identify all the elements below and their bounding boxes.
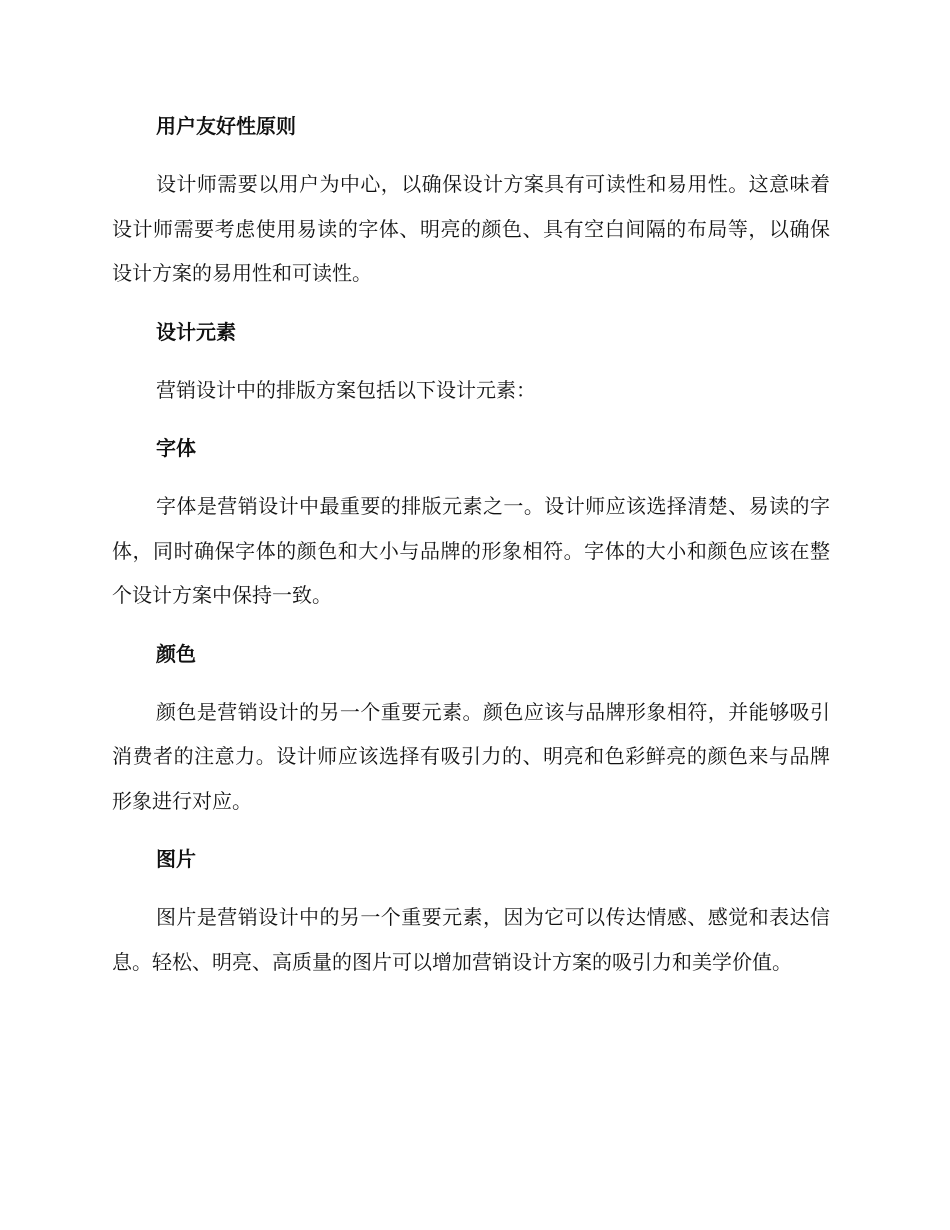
section-heading: 字体 [156, 436, 196, 460]
section-paragraph: 设计师需要以用户为中心，以确保设计方案具有可读性和易用性。这意味着设计师需要考虑使用易读的字体、明亮的颜色、具有空白间隔的布局等，以确保设计方案的易用性和可读性。 [112, 172, 830, 285]
section-heading: 颜色 [156, 641, 196, 666]
section-heading: 用户友好性原则 [156, 114, 296, 138]
section-paragraph: 营销设计中的排版方案包括以下设计元素： [156, 377, 536, 402]
document-page [112, 110, 830, 984]
section-paragraph: 字体是营销设计中最重要的排版元素之一。设计师应该选择清楚、易读的字体，同时确保字体的颜色和大小与品牌的形象相符。字体的大小和颜色应该在整个设计方案中保持一致。 [112, 494, 830, 607]
section-heading: 设计元素 [156, 319, 236, 344]
section-paragraph: 图片是营销设计中的另一个重要元素，因为它可以传达情感、感觉和表达信息。轻松、明亮、高质量的图片可以增加营销设计方案的吸引力和美学价值。 [112, 905, 830, 974]
section-paragraph: 颜色是营销设计的另一个重要元素。颜色应该与品牌形象相符，并能够吸引消费者的注意力。设计师应该选择有吸引力的、明亮和色彩鲜亮的颜色来与品牌形象进行对应。 [112, 699, 830, 813]
section-heading: 图片 [156, 847, 196, 871]
